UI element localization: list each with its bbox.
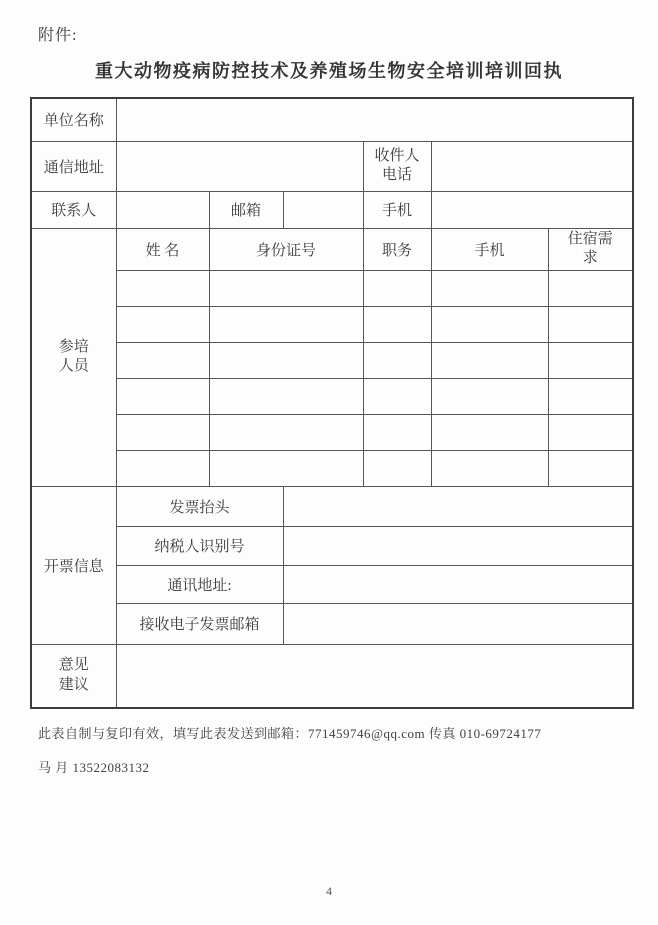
participant-empty-cell (209, 378, 363, 414)
unit-name-row (31, 98, 633, 141)
participant-empty-cell (431, 306, 548, 342)
participant-empty-cell (431, 378, 548, 414)
recipient-phone-input-cell (431, 141, 633, 191)
contact-input-cell (116, 191, 209, 228)
footer-note (38, 724, 628, 778)
invoice-row (31, 486, 633, 526)
mobile-input-cell (431, 191, 633, 228)
participant-empty-cell (363, 270, 431, 306)
invoice-title-input-cell (283, 486, 633, 526)
participant-col-header-mobile: 手机 (431, 228, 548, 270)
participants-section-label: 参培 人员 (31, 228, 116, 486)
participant-empty-cell (431, 342, 548, 378)
invoice-row (31, 565, 633, 603)
participant-empty-row (31, 450, 633, 486)
mailing-address-input-cell (116, 141, 363, 191)
participant-col-header-id: 身份证号 (209, 228, 363, 270)
invoice-address-label: 通讯地址: (116, 565, 283, 603)
participant-empty-row (31, 414, 633, 450)
unit-name-input-cell (116, 98, 633, 141)
participant-empty-cell (116, 450, 209, 486)
page-number: 4 (326, 884, 332, 898)
page-title: 重大动物疫病防控技术及养殖场生物安全培训培训回执 (95, 61, 563, 81)
mailing-address-label: 通信地址 (31, 141, 116, 191)
participant-empty-cell (209, 450, 363, 486)
registration-form-table (30, 97, 634, 709)
participant-empty-cell (548, 450, 633, 486)
participant-empty-cell (431, 450, 548, 486)
recipient-phone-label: 收件人 电话 (363, 141, 431, 191)
comments-input-cell (116, 644, 633, 708)
comments-row (31, 644, 633, 708)
invoice-title-label: 发票抬头 (116, 486, 283, 526)
participant-empty-row (31, 378, 633, 414)
participant-empty-cell (209, 414, 363, 450)
participant-empty-cell (116, 306, 209, 342)
invoice-section (31, 486, 633, 708)
invoice-section-label: 开票信息 (31, 486, 116, 644)
email-input-cell (283, 191, 363, 228)
invoice-row (31, 603, 633, 644)
participant-empty-cell (363, 450, 431, 486)
e-invoice-email-input-cell (283, 603, 633, 644)
participant-empty-cell (363, 378, 431, 414)
participant-empty-cell (548, 378, 633, 414)
participant-empty-cell (431, 270, 548, 306)
unit-name-label: 单位名称 (31, 98, 116, 141)
participant-empty-cell (363, 306, 431, 342)
contact-row (31, 191, 633, 228)
participant-empty-cell (209, 342, 363, 378)
participant-empty-cell (431, 414, 548, 450)
participant-col-header-lodging: 住宿需 求 (548, 228, 633, 270)
participant-empty-cell (116, 378, 209, 414)
taxpayer-id-label: 纳税人识别号 (116, 526, 283, 565)
mailing-address-row (31, 141, 633, 191)
footer-instruction: 此表自制与复印有效，填写此表发送到邮箱：771459746@qq.com 传真 010-69724177 (38, 726, 542, 741)
participant-empty-cell (548, 270, 633, 306)
participant-empty-row (31, 270, 633, 306)
participant-empty-row (31, 342, 633, 378)
participant-empty-cell (363, 342, 431, 378)
participant-empty-row (31, 306, 633, 342)
participant-empty-cell (548, 306, 633, 342)
participant-empty-cell (116, 342, 209, 378)
contact-label: 联系人 (31, 191, 116, 228)
footer-contact: 马 月 13522083132 (38, 760, 150, 775)
participant-empty-cell (209, 270, 363, 306)
participant-empty-cell (116, 270, 209, 306)
participants-header-row (31, 228, 633, 270)
taxpayer-id-input-cell (283, 526, 633, 565)
participant-empty-cell (548, 414, 633, 450)
comments-label: 意见 建议 (31, 644, 116, 708)
email-label: 邮箱 (209, 191, 283, 228)
participant-empty-cell (209, 306, 363, 342)
attachment-label: 附件: (38, 27, 78, 44)
mobile-label: 手机 (363, 191, 431, 228)
invoice-address-input-cell (283, 565, 633, 603)
participant-empty-cell (116, 414, 209, 450)
participant-empty-cell (363, 414, 431, 450)
invoice-row (31, 526, 633, 565)
participant-col-header-name: 姓 名 (116, 228, 209, 270)
participant-empty-cell (548, 342, 633, 378)
e-invoice-email-label: 接收电子发票邮箱 (116, 603, 283, 644)
participant-col-header-position: 职务 (363, 228, 431, 270)
